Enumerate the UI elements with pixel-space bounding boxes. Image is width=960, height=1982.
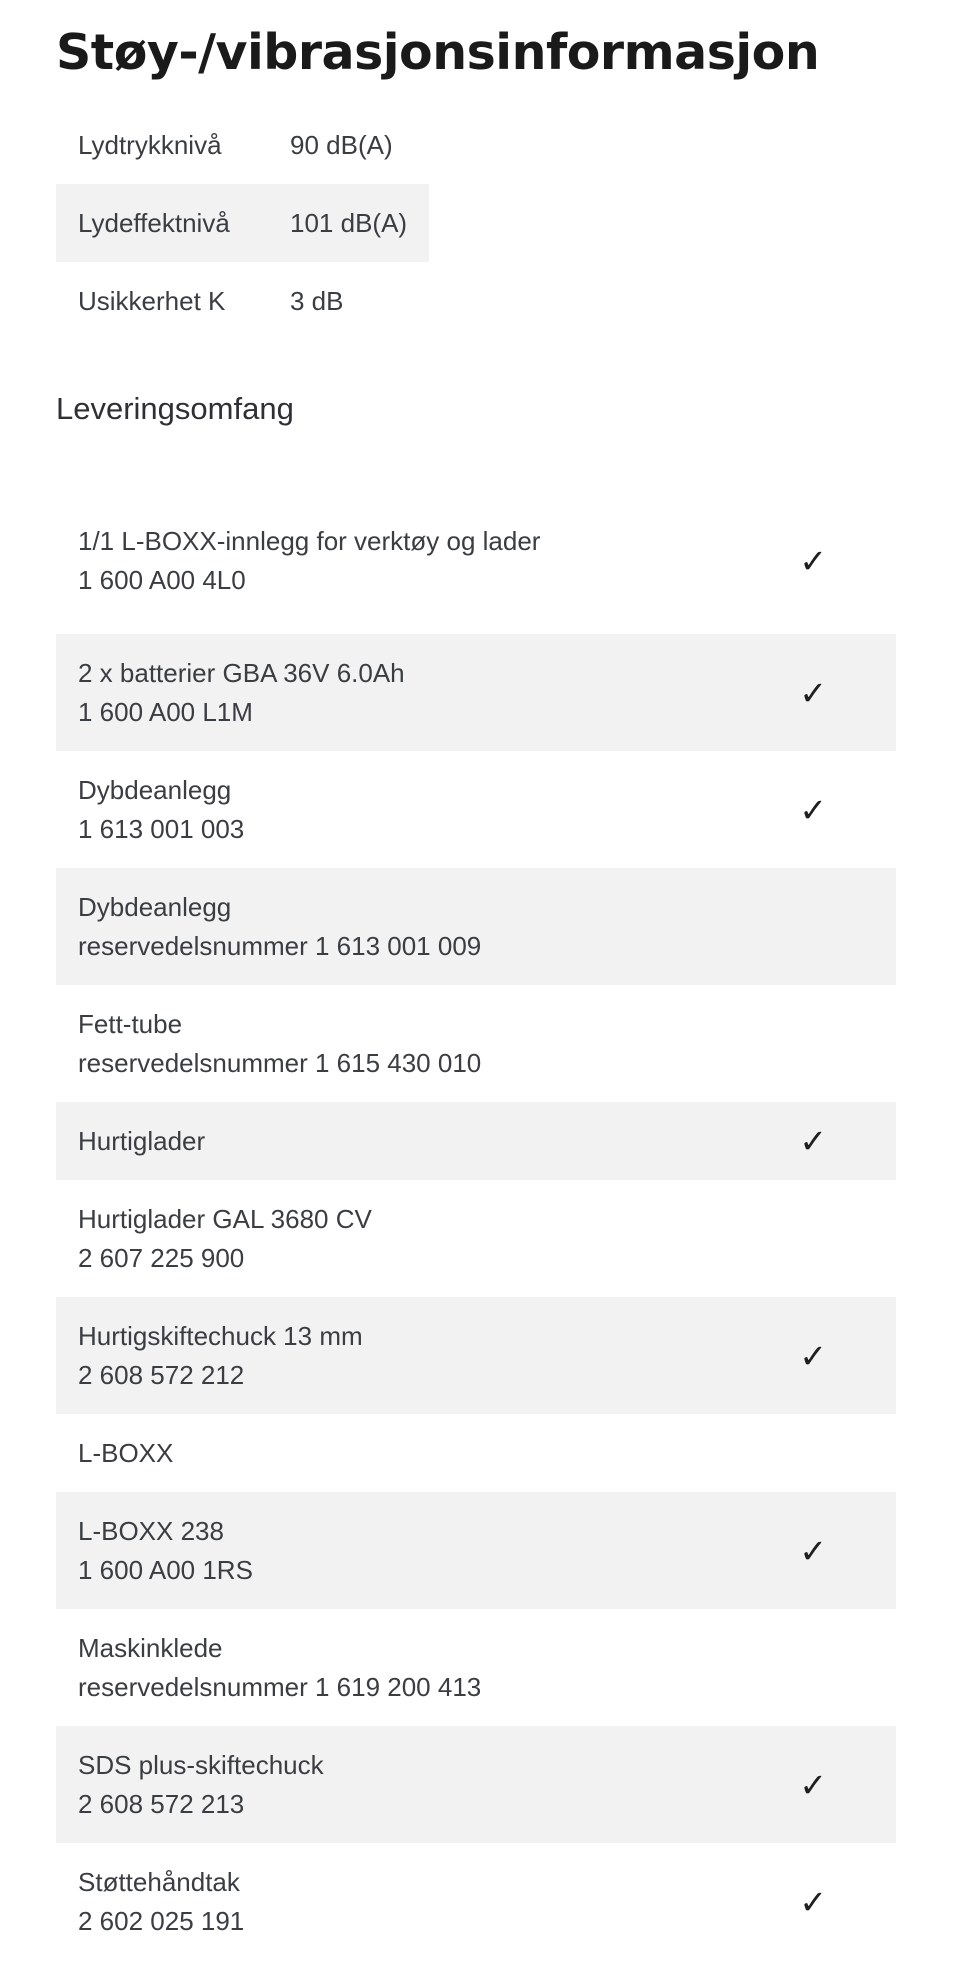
- noise-row: [56, 106, 429, 184]
- noise-value: 90 dB(A): [290, 129, 393, 160]
- scope-item-name: L-BOXX 238: [78, 1515, 224, 1546]
- noise-value: 101 dB(A): [290, 207, 408, 238]
- scope-item-name: Dybdeanlegg: [78, 774, 232, 805]
- noise-label: Lydeffektnivå: [78, 207, 230, 238]
- scope-item-name: Dybdeanlegg: [78, 891, 232, 922]
- checkmark-icon: ✓: [799, 1765, 827, 1804]
- scope-item-code: 2 607 225 900: [78, 1242, 245, 1273]
- scope-item-code: 1 600 A00 L1M: [78, 696, 253, 727]
- scope-item: [56, 1414, 896, 1492]
- scope-item: [56, 751, 896, 868]
- scope-item-code: reservedelsnummer 1 619 200 413: [78, 1671, 482, 1702]
- scope-item-name: L-BOXX: [78, 1437, 174, 1468]
- scope-item-name: 2 x batterier GBA 36V 6.0Ah: [78, 657, 405, 688]
- checkmark-icon: ✓: [799, 790, 827, 829]
- checkmark-icon: ✓: [799, 541, 827, 581]
- scope-item: [56, 1843, 896, 1960]
- checkmark-icon: ✓: [799, 1882, 827, 1921]
- noise-label: Usikkerhet K: [78, 285, 226, 316]
- page-title: Støy-/vibrasjonsinformasjon: [56, 24, 820, 81]
- scope-item: [56, 985, 896, 1102]
- noise-row: [56, 184, 429, 262]
- scope-item: [56, 1609, 896, 1726]
- checkmark-icon: ✓: [799, 1121, 827, 1161]
- scope-item-code: 1 600 A00 4L0: [78, 565, 246, 595]
- scope-list: [56, 488, 896, 1960]
- scope-item-code: reservedelsnummer 1 613 001 009: [78, 930, 482, 961]
- scope-item-name: Fett-tube: [78, 1008, 183, 1039]
- scope-item-name: SDS plus-skiftechuck: [78, 1749, 324, 1780]
- checkmark-icon: ✓: [799, 673, 827, 712]
- scope-item-name: Hurtiglader: [78, 1125, 206, 1156]
- scope-item-name: Hurtiglader GAL 3680 CV: [78, 1203, 372, 1234]
- scope-item-code: 2 602 025 191: [78, 1905, 245, 1936]
- scope-item-name: Støttehåndtak: [78, 1866, 240, 1897]
- scope-item-code: 1 600 A00 1RS: [78, 1554, 253, 1585]
- scope-item: [56, 868, 896, 985]
- section-title-scope: Leveringsomfang: [56, 391, 294, 426]
- scope-item: [56, 1492, 896, 1609]
- scope-item-code: 2 608 572 213: [78, 1788, 245, 1819]
- noise-info-table: [56, 106, 429, 340]
- checkmark-icon: ✓: [799, 1531, 827, 1570]
- noise-value: 3 dB: [290, 285, 344, 316]
- scope-item-name: 1/1 L-BOXX-innlegg for verktøy og lader: [78, 526, 541, 556]
- scope-item-code: reservedelsnummer 1 615 430 010: [78, 1047, 482, 1078]
- scope-item-code: 2 608 572 212: [78, 1359, 245, 1390]
- scope-item: [56, 488, 896, 634]
- scope-item: [56, 1297, 896, 1414]
- scope-item-name: Hurtigskiftechuck 13 mm: [78, 1320, 363, 1351]
- checkmark-icon: ✓: [799, 1336, 827, 1375]
- scope-item: [56, 1726, 896, 1843]
- scope-item: [56, 1102, 896, 1180]
- noise-label: Lydtrykknivå: [78, 129, 222, 160]
- noise-row: [56, 262, 429, 340]
- scope-item: [56, 634, 896, 751]
- scope-item: [56, 1180, 896, 1297]
- scope-item-code: 1 613 001 003: [78, 813, 245, 844]
- scope-item-name: Maskinklede: [78, 1632, 223, 1663]
